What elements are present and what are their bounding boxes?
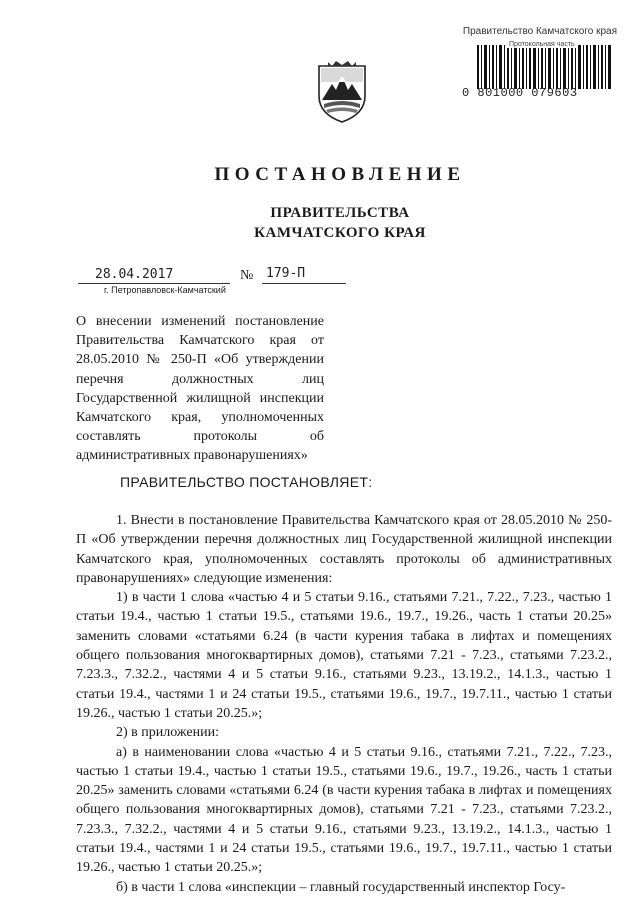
date-underline [78, 283, 230, 284]
body-paragraph: б) в части 1 слова «инспекции – главный государственный инспектор Госу- [116, 879, 566, 895]
coat-of-arms-icon [316, 60, 368, 124]
body-paragraph: 2) в приложении: [116, 725, 219, 741]
body-paragraph: 1) в части 1 слова «частью 4 и 5 статьи 9.16., статьями 7.21., 7.22., 7.23., частью 1 статьи 19.4., частью 1 статьи 19.5., статьями 19.6., 19.7., 19.26., часть 1 статьи 20.25» заменить словами «статьями 6.24 (в части курения табака в лифтах и помещениях общего пользования многоквартирных домов), статьями 7.21 - 7.23., статьями 7.23.2., 7.23.3., 7.32.2., частями 4 и 5 статьи 9.16., статьями 9.23., 13.19.2., 14.1.3., частью 1 статьи 19.4., частями 1 и 24 статьи 19.5., статьями 19.6., 19.7., 19.7.11., частью 1 статьи 19.26., частью 1 статьи 20.25.»; [76, 590, 612, 721]
document-date: 28.04.2017 [95, 267, 174, 282]
stamp-section: Протокольная часть [509, 41, 575, 48]
stamp-organization: Правительство Камчатского края [462, 26, 617, 37]
document-body [76, 511, 612, 897]
number-sign: № [240, 268, 254, 283]
decree-heading: ПРАВИТЕЛЬСТВО ПОСТАНОВЛЯЕТ: [120, 474, 373, 490]
issuer-line-2: КАМЧАТСКОГО КРАЯ [254, 225, 426, 241]
body-paragraph: а) в наименовании слова «частью 4 и 5 статьи 9.16., статьями 7.21., 7.22., 7.23., частью 1 статьи 19.4., частью 1 статьи 19.5., статьями 19.6., 19.7., 19.26., часть 1 статьи 20.25» заменить словами «статьями 6.24 (в части курения табака в лифтах и помещениях общего пользования многоквартирных домов), статьями 7.21 - 7.23., статьями 7.23.2., 7.23.3., 7.32.2., частями 4 и 5 статьи 9.16., статьями 9.23., 13.19.2., 14.1.3., частью 1 статьи 19.4., частями 1 и 24 статьи 19.5., статьями 19.6., 19.7., 19.7.11., частью 1 статьи 19.26., частью 1 статьи 20.25.»; [76, 744, 612, 876]
issuer-line-1: ПРАВИТЕЛЬСТВА [270, 205, 410, 221]
issue-city: г. Петропавловск-Камчатский [104, 285, 226, 295]
document-title: ПОСТАНОВЛЕНИЕ [214, 164, 466, 185]
document-number: 179-П [266, 266, 306, 281]
barcode-number: 0 801000 079603 [462, 86, 578, 100]
barcode [477, 45, 613, 89]
document-subject: О внесении изменений постановление Правительства Камчатского края от 28.05.2010 № 250-П «Об утверждении перечня должностных лиц Государственной жилищной инспекции Камчатского края, уполномоченных составлять протоколы об административных правонарушениях» [76, 314, 324, 464]
body-paragraph: 1. Внести в постановление Правительства Камчатского края от 28.05.2010 № 250-П «Об утверждении перечня должностных лиц Государственной жилищной инспекции Камчатского края, уполномоченных составлять протоколы об административных правонарушениях» следующие изменения: [76, 513, 612, 586]
number-underline [262, 283, 346, 284]
